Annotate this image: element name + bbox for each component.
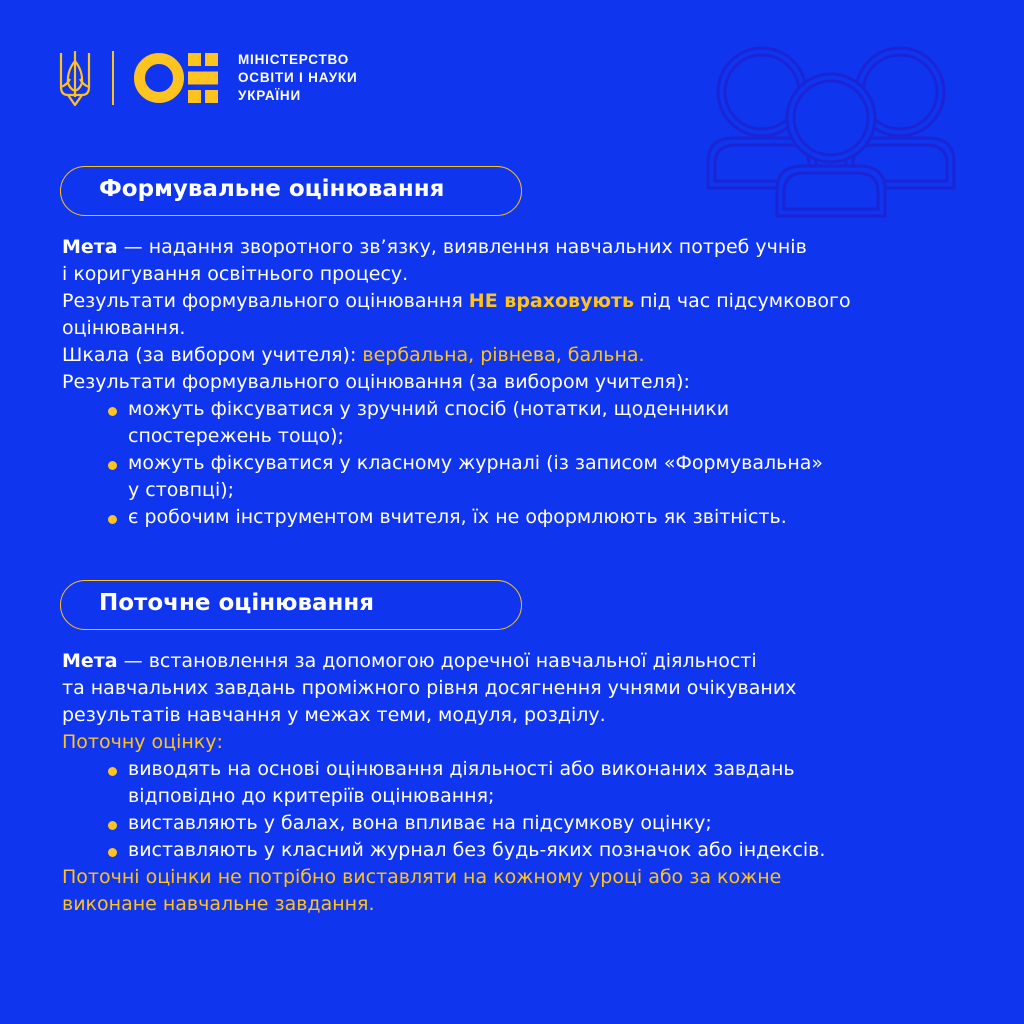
- people-group-icon: [698, 44, 964, 220]
- section1-bullet-list: [62, 396, 851, 531]
- section1-results-line2: оцінювання.: [62, 317, 186, 339]
- ministry-line-3: УКРАЇНИ: [238, 88, 301, 103]
- header: [58, 48, 357, 108]
- section1-title: Формувальне оцінювання: [99, 176, 445, 202]
- section2-title-pill: [60, 580, 522, 630]
- list-item: виводять на основі оцінювання діяльності або виконаних завдань відповідно до критеріїв оцінювання;: [106, 756, 825, 810]
- section1-results-highlight: НЕ враховують: [468, 290, 634, 312]
- section2-bullet-list: [62, 756, 825, 864]
- list-item: можуть фіксуватися у класному журналі (із записом «Формувальна» у стовпці);: [106, 450, 851, 504]
- section1-goal-line2: і коригування освітнього процесу.: [62, 263, 409, 285]
- section1-goal-label: Мета: [62, 236, 118, 258]
- header-divider: [112, 51, 114, 105]
- list-item: є робочим інструментом вчителя, їх не оформлюють як звітність.: [106, 504, 851, 531]
- ministry-name: [238, 51, 357, 105]
- section2-title: Поточне оцінювання: [99, 590, 375, 616]
- section1-results-pre: Результати формувального оцінювання: [62, 290, 469, 312]
- section2-note-line1: Поточні оцінки не потрібно виставляти на кожному уроці або за кожне: [62, 866, 782, 888]
- list-item: виставляють у класний журнал без будь-яких позначок або індексів.: [106, 837, 825, 864]
- list-item: виставляють у балах, вона впливає на підсумкову оцінку;: [106, 810, 825, 837]
- section2-body: [62, 648, 825, 918]
- mon-logo-icon: [132, 50, 224, 106]
- ministry-line-1: МІНІСТЕРСТВО: [238, 52, 350, 67]
- section1-scale-values: вербальна, рівнева, бальна.: [362, 344, 645, 366]
- section2-goal-line2: та навчальних завдань проміжного рівня досягнення учнями очікуваних: [62, 677, 797, 699]
- section2-note-line2: виконане навчальне завдання.: [62, 893, 375, 915]
- section1-results-intro: Результати формувального оцінювання (за вибором учителя):: [62, 371, 690, 393]
- section1-goal: [62, 234, 851, 261]
- ministry-line-2: ОСВІТИ І НАУКИ: [238, 70, 358, 85]
- section1-body: [62, 234, 851, 531]
- section2-current-label: Поточну оцінку:: [62, 731, 223, 753]
- section1-results: [62, 288, 851, 315]
- section1-scale: [62, 342, 851, 369]
- trident-icon: [58, 49, 92, 107]
- section2-goal-text: — встановлення за допомогою доречної навчальної діяльності: [117, 650, 757, 672]
- section2-goal: [62, 648, 825, 675]
- section1-scale-label: Шкала (за вибором учителя):: [62, 344, 363, 366]
- section1-title-pill: [60, 166, 522, 216]
- section1-results-post: під час підсумкового: [633, 290, 851, 312]
- section2-goal-label: Мета: [62, 650, 118, 672]
- section1-goal-text: — надання зворотного зв’язку, виявлення навчальних потреб учнів: [117, 236, 807, 258]
- list-item: можуть фіксуватися у зручний спосіб (нотатки, щоденники спостережень тощо);: [106, 396, 851, 450]
- section2-goal-line3: результатів навчання у межах теми, модуля, розділу.: [62, 704, 606, 726]
